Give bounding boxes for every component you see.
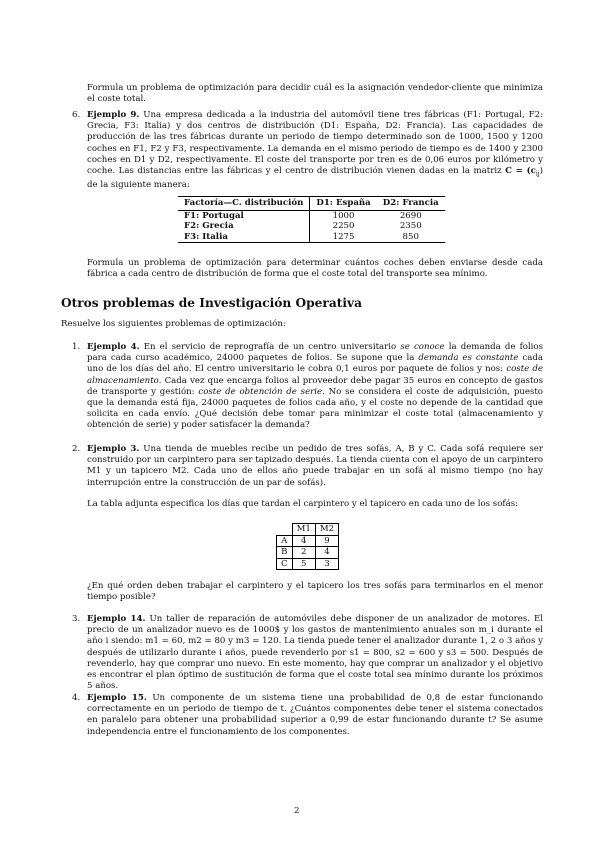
example-15-body: Un componente de un sistema tiene una probabilidad de 0,8 de estar funcionando correctamente en un periodo de tiempo de t. ¿Cuántos componentes debe tener el sistema conectados en paralelo para obtener una probabilidad superior a 0,99 de estar funcionando durante t? Se asume independencia entre el funcionamiento de los componentes. (87, 693, 544, 737)
item-number-3: 3. (72, 614, 81, 624)
example-3-table-intro: La tabla adjunta especifica los días que tardan el carpintero y el tapicero en cada uno de los sofás: (87, 499, 519, 509)
cell: 5 (292, 558, 315, 570)
cell: 3 (315, 558, 338, 570)
example-15-paragraph (87, 693, 543, 738)
example-9-paragraph (87, 110, 543, 191)
example-4-text: En el servicio de reprografía de un centro universitario (143, 342, 397, 352)
row-label: F3: Italia (178, 232, 310, 243)
example-14-title: Ejemplo 14. (87, 614, 146, 624)
cell: 2 (292, 547, 315, 559)
example-4-italic: se conoce (400, 342, 445, 352)
header-m1: M1 (292, 524, 315, 536)
header-factoria: Factoría—C. distribución (178, 197, 310, 211)
cell: 1275 (310, 232, 377, 243)
example-4-title: Ejemplo 4. (87, 342, 140, 352)
example-9-closing: Formula un problema de optimización para determinar cuántos coches deben enviarse desde cada fábrica a cada centro de distribución de forma que el coste total del transporte sea mínimo. (87, 258, 543, 280)
item-number-2: 2. (72, 444, 81, 454)
table-row (178, 210, 445, 221)
table-row (277, 547, 339, 559)
sofa-table-header (277, 524, 339, 536)
blank-cell (277, 524, 293, 536)
example-3-paragraph (87, 444, 543, 489)
cell: 850 (377, 232, 445, 243)
row-label: B (277, 547, 293, 559)
example-4-text: No se considera el coste de adquisición, puesto que la demanda está fija, 24000 paquetes de folios cada año, y el coste no depende de la cantidad que solicita en cada envío. ¿Qué decisión debe tomar para minimizar el coste total (almacenamiento y obtención de serie) y poder satisfacer la demanda? (87, 386, 543, 431)
example-4-text: la demanda de folios para cada curso académico, 24000 paquetes de folios. Se supone que la (87, 342, 544, 364)
table-row (178, 232, 445, 243)
example-4-italic: coste de obtención de serie. (198, 386, 325, 397)
page-number: 2 (294, 806, 300, 816)
matrix-close: ) (539, 166, 544, 177)
row-label: F1: Portugal (184, 210, 244, 221)
example-3-title: Ejemplo 3. (87, 444, 140, 454)
example-3-body: Una tienda de muebles recibe un pedido de tres sofás, A, B y C. Cada sofá requiere ser construido por un carpintero para ser tapizado después. La tienda cuenta con el apoyo de un carpintero M1 y un tapicero M2. Cada uno de ellos año puede trabajar en un sofá al mismo tiempo (no hay interrupción entre la construcción de un par de sofás). (87, 444, 543, 488)
distance-table (178, 196, 445, 243)
row-label: F2: Grecia (184, 221, 234, 231)
cell: 4 (315, 547, 338, 559)
header-d2: D2: Francia (377, 197, 445, 211)
example-4-text: Cada vez que encarga folios al proveedor debe pagar 35 euros en concepto de gastos de transporte y gestión: (87, 375, 543, 397)
section-intro: Resuelve los siguientes problemas de optimización: (61, 319, 286, 329)
table-row (277, 558, 339, 570)
table-row (178, 221, 445, 232)
cell: 2690 (399, 210, 422, 221)
sofa-table (276, 523, 339, 570)
section-title: Otros problemas de Investigación Operativa (61, 296, 362, 310)
example-4-italic: demanda es constante (418, 353, 519, 364)
header-d1: D1: España (310, 197, 377, 211)
cell: 4 (292, 535, 315, 547)
example-15-title: Ejemplo 15. (87, 693, 147, 703)
example-4-italic: coste de almacenamiento. (87, 364, 544, 386)
example-3-question: ¿En qué orden deben trabajar el carpintero y el tapicero los tres sofás para terminarlos en el menor tiempo posible? (87, 581, 543, 603)
matrix-subscript: ij (535, 170, 540, 178)
distance-table-header (178, 197, 445, 211)
item-number-4: 4. (72, 693, 81, 703)
item-number-1: 1. (72, 342, 81, 352)
row-label: C (277, 558, 293, 570)
row-label: A (277, 535, 293, 547)
example-4-paragraph (87, 342, 543, 432)
example-9-title: Ejemplo 9. (87, 110, 140, 120)
table-row (277, 535, 339, 547)
cell: 1000 (310, 210, 377, 221)
example-14-body: Un taller de reparación de automóviles debe disponer de un analizador de motores. El precio de un analizador nuevo es de 1000$ y los gastos de mantenimiento anuales son m_i durante el año i siendo: m1 = 60, m2 = 80 y m3 = 120. La tienda puede tener el analizador durante 1, 2 o 3 años y después de utilizarlo durante i años, puede revenderlo por s1 = 800, s2 = 600 y s3 = 500. Después de revenderlo, hay que comprar uno nuevo. En este momento, hay que comprar un analizador y el objetivo es encontrar el plan óptimo de sustitución de forma que el coste total sea mínimo durante los próximos 5 años. (87, 614, 544, 692)
example-14-paragraph (87, 614, 543, 692)
cell: 2250 (310, 221, 377, 232)
header-m2: M2 (315, 524, 338, 536)
example-9-body: Una empresa dedicada a la industria del automóvil tiene tres fábricas (F1: Portugal, F2: Grecia, F3: Italia) y dos centros de distribución (D1: España, D2: Francia). Las capacidades de producción de las tres fábricas durante un periodo de tiempo determinado son de 1000, 1500 y 1200 coches en F1, F2 y F3, respectivamente. La demanda en el mismo periodo de tiempo es de 1400 y 2300 coches en D1 y D2, respectivamente. El coste del transporte por tren es de 0,06 euros por kilómetro y coche. Las distancias entre las fábricas y el centro de distribución vienen dadas en la matriz (87, 110, 543, 177)
intro-paragraph: Formula un problema de optimización para decidir cuál es la asignación vendedor-cliente que minimiza el coste total. (87, 83, 543, 105)
item-number-6: 6. (72, 110, 81, 120)
cell: 2350 (399, 221, 422, 231)
matrix-symbol: C = (c (505, 166, 536, 177)
cell: 9 (315, 535, 338, 547)
example-9-body-end: de la siguiente manera: (87, 179, 190, 190)
example-4-text: cada uno de los días del año. El centro universitario le cobra 0,1 euros por paquete de folios y nos: (87, 353, 544, 375)
